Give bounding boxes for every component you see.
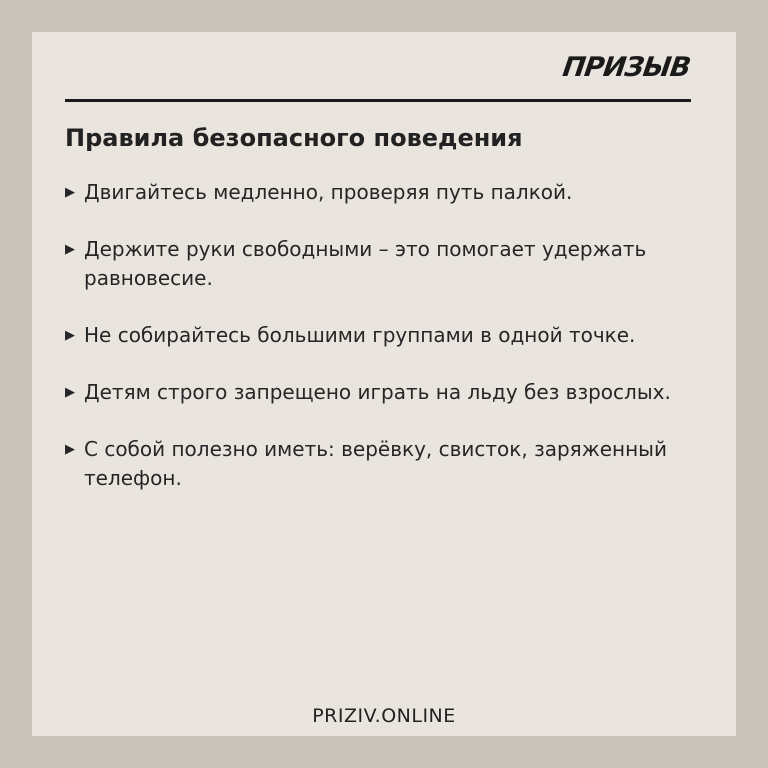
list-item [65, 378, 705, 407]
rule-text: С собой полезно иметь: верёвку, свисток, заряженный телефон. [84, 437, 667, 490]
list-item [65, 178, 705, 207]
rule-text: Детям строго запрещено играть на льду без взрослых. [84, 380, 671, 404]
page-title: Правила безопасного поведения [65, 124, 523, 152]
header-divider [65, 99, 691, 102]
brand-logo: ПРИЗЫВ [561, 52, 693, 83]
list-item [65, 321, 705, 350]
list-item [65, 435, 705, 493]
rules-list [65, 178, 705, 521]
triangle-bullet-icon: ▶ [65, 385, 75, 400]
rule-text: Двигайтесь медленно, проверяя путь палкой. [84, 180, 573, 204]
triangle-bullet-icon: ▶ [65, 328, 75, 343]
triangle-bullet-icon: ▶ [65, 242, 75, 257]
rule-text: Держите руки свободными – это помогает удержать равновесие. [84, 237, 647, 290]
rule-text: Не собирайтесь большими группами в одной точке. [84, 323, 636, 347]
list-item [65, 235, 705, 293]
triangle-bullet-icon: ▶ [65, 442, 75, 457]
site-link[interactable]: PRIZIV.ONLINE [312, 705, 456, 727]
triangle-bullet-icon: ▶ [65, 185, 75, 200]
info-card [32, 32, 736, 736]
